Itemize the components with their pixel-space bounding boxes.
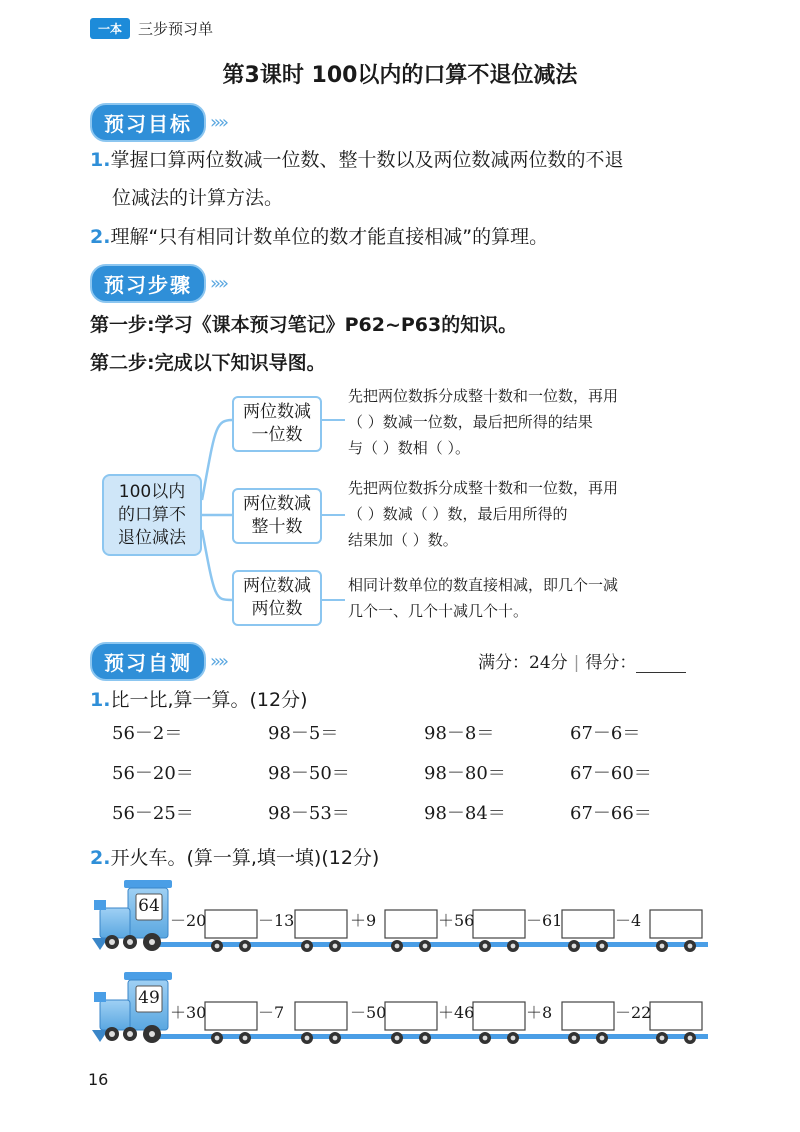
car-wheel-hub: [688, 944, 693, 949]
root-line: 100以内: [118, 481, 186, 502]
question-number: 1.: [90, 689, 111, 711]
car-wheel-hub: [511, 1036, 516, 1041]
car-wheel-hub: [305, 944, 310, 949]
car-wheel-hub: [660, 944, 665, 949]
goal-text: 掌握口算两位数减一位数、整十数以及两位数减两位数的不退: [110, 149, 624, 171]
train-operator: －13: [258, 911, 295, 930]
train-car-answer-box: [650, 910, 702, 938]
calc-item[interactable]: 98－84＝: [424, 803, 506, 824]
node-label: 两位数: [251, 599, 303, 619]
train-car-answer-box: [562, 1002, 614, 1030]
double-chevron-icon: »»: [210, 112, 227, 133]
engine-boiler: [100, 908, 130, 938]
car-wheel-hub: [572, 944, 577, 949]
node-label: 一位数: [251, 425, 303, 445]
engine-chimney: [94, 900, 106, 910]
train-car-answer-box: [205, 1002, 257, 1030]
root-line: 的口算不: [118, 504, 186, 525]
car-wheel-hub: [483, 944, 488, 949]
train-operator: －7: [258, 1003, 285, 1022]
train-operator: ＋9: [350, 911, 377, 930]
page-number: 16: [88, 1070, 109, 1089]
train-car-answer-box: [295, 1002, 347, 1030]
engine-wheel-hub: [127, 1031, 133, 1037]
engine-boiler: [100, 1000, 130, 1030]
train-car-answer-box: [295, 910, 347, 938]
node-label: 两位数减: [243, 494, 311, 514]
engine-wheel-hub: [149, 1031, 155, 1037]
car-wheel-hub: [305, 1036, 310, 1041]
goal-number: 2.: [90, 226, 111, 248]
question-text: 比一比,算一算。(12分): [110, 689, 308, 711]
train-operator: －20: [170, 911, 207, 930]
car-wheel-hub: [423, 944, 428, 949]
car-wheel-hub: [660, 1036, 665, 1041]
node-label: 两位数减: [243, 402, 311, 422]
train-operator: －4: [615, 911, 642, 930]
train-operator: ＋46: [438, 1003, 475, 1022]
train-operator: ＋30: [170, 1003, 207, 1022]
desc-line: （ ）数减（ ）数，最后用所得的: [348, 505, 568, 523]
engine-wheel-hub: [109, 939, 115, 945]
goal-number: 1.: [90, 149, 111, 171]
calc-item[interactable]: 56－25＝: [112, 803, 194, 824]
score-separator: |: [573, 653, 580, 673]
engine-wheel-hub: [149, 939, 155, 945]
car-wheel-hub: [572, 1036, 577, 1041]
goal-1-continued: 位减法的计算方法。: [112, 187, 284, 209]
goal-text: 理解“只有相同计数单位的数才能直接相减”的算理。: [110, 226, 549, 248]
desc-line: 结果加（ ）数。: [348, 531, 458, 549]
desc-line: 先把两位数拆分成整十数和一位数，再用: [348, 479, 619, 497]
desc-line: 与（ ）数相（ ）。: [348, 439, 471, 457]
train-operator: －22: [615, 1003, 652, 1022]
car-wheel-hub: [688, 1036, 693, 1041]
engine-start-number: 64: [138, 896, 160, 916]
calc-item[interactable]: 98－5＝: [268, 723, 339, 744]
train-operator: ＋56: [438, 911, 475, 930]
car-wheel-hub: [423, 1036, 428, 1041]
engine-start-number: 49: [138, 988, 160, 1008]
calc-item[interactable]: 98－53＝: [268, 803, 350, 824]
step-2: 第二步:完成以下知识导图。: [90, 352, 326, 374]
calc-item[interactable]: 67－6＝: [570, 723, 641, 744]
calc-item[interactable]: 56－2＝: [112, 723, 183, 744]
section-badge: 预习步骤: [90, 264, 206, 303]
lesson-title: 第3课时 100以内的口算不退位减法: [222, 63, 578, 88]
car-wheel-hub: [333, 1036, 338, 1041]
calc-item[interactable]: 67－60＝: [570, 763, 652, 784]
train-car-answer-box: [385, 1002, 437, 1030]
step-1: 第一步:学习《课本预习笔记》P62~P63的知识。: [90, 314, 518, 336]
car-wheel-hub: [243, 944, 248, 949]
engine-wheel-hub: [109, 1031, 115, 1037]
train-car-answer-box: [650, 1002, 702, 1030]
train-car-answer-box: [473, 910, 525, 938]
car-wheel-hub: [333, 944, 338, 949]
section-badge: 预习目标: [90, 103, 206, 142]
node-label: 两位数减: [243, 576, 311, 596]
calc-item[interactable]: 98－80＝: [424, 763, 506, 784]
desc-line: （ ）数减一位数，最后把所得的结果: [348, 413, 593, 431]
train-car-answer-box: [385, 910, 437, 938]
engine-roof: [124, 880, 172, 888]
car-wheel-hub: [600, 1036, 605, 1041]
root-line: 退位减法: [118, 527, 186, 548]
question-number: 2.: [90, 847, 111, 869]
desc-line: 相同计数单位的数直接相减，即几个一减: [348, 576, 619, 594]
calc-item[interactable]: 56－20＝: [112, 763, 194, 784]
car-wheel-hub: [395, 944, 400, 949]
header-title: 三步预习单: [138, 20, 214, 38]
engine-wheel-hub: [127, 939, 133, 945]
car-wheel-hub: [215, 1036, 220, 1041]
engine-chimney: [94, 992, 106, 1002]
train-operator: －61: [526, 911, 563, 930]
train-car-answer-box: [205, 910, 257, 938]
calc-item[interactable]: 98－50＝: [268, 763, 350, 784]
train-car-answer-box: [473, 1002, 525, 1030]
car-wheel-hub: [600, 944, 605, 949]
question-text: 开火车。(算一算,填一填)(12分): [110, 847, 380, 869]
train-operator: ＋8: [526, 1003, 553, 1022]
calc-item[interactable]: 98－8＝: [424, 723, 495, 744]
double-chevron-icon: »»: [210, 273, 227, 294]
car-wheel-hub: [215, 944, 220, 949]
node-label: 整十数: [251, 517, 303, 537]
full-score: 满分：24分: [478, 653, 568, 673]
car-wheel-hub: [511, 944, 516, 949]
train-operator: －50: [350, 1003, 387, 1022]
car-wheel-hub: [395, 1036, 400, 1041]
car-wheel-hub: [243, 1036, 248, 1041]
double-chevron-icon: »»: [210, 651, 227, 672]
desc-line: 先把两位数拆分成整十数和一位数，再用: [348, 387, 619, 405]
engine-roof: [124, 972, 172, 980]
train-car-answer-box: [562, 910, 614, 938]
calc-item[interactable]: 67－66＝: [570, 803, 652, 824]
section-badge: 预习自测: [90, 642, 206, 681]
car-wheel-hub: [483, 1036, 488, 1041]
desc-line: 几个一、几个十减几个十。: [348, 602, 529, 620]
score-label: 得分：: [585, 653, 637, 673]
brand-logo: 一本: [90, 18, 130, 39]
